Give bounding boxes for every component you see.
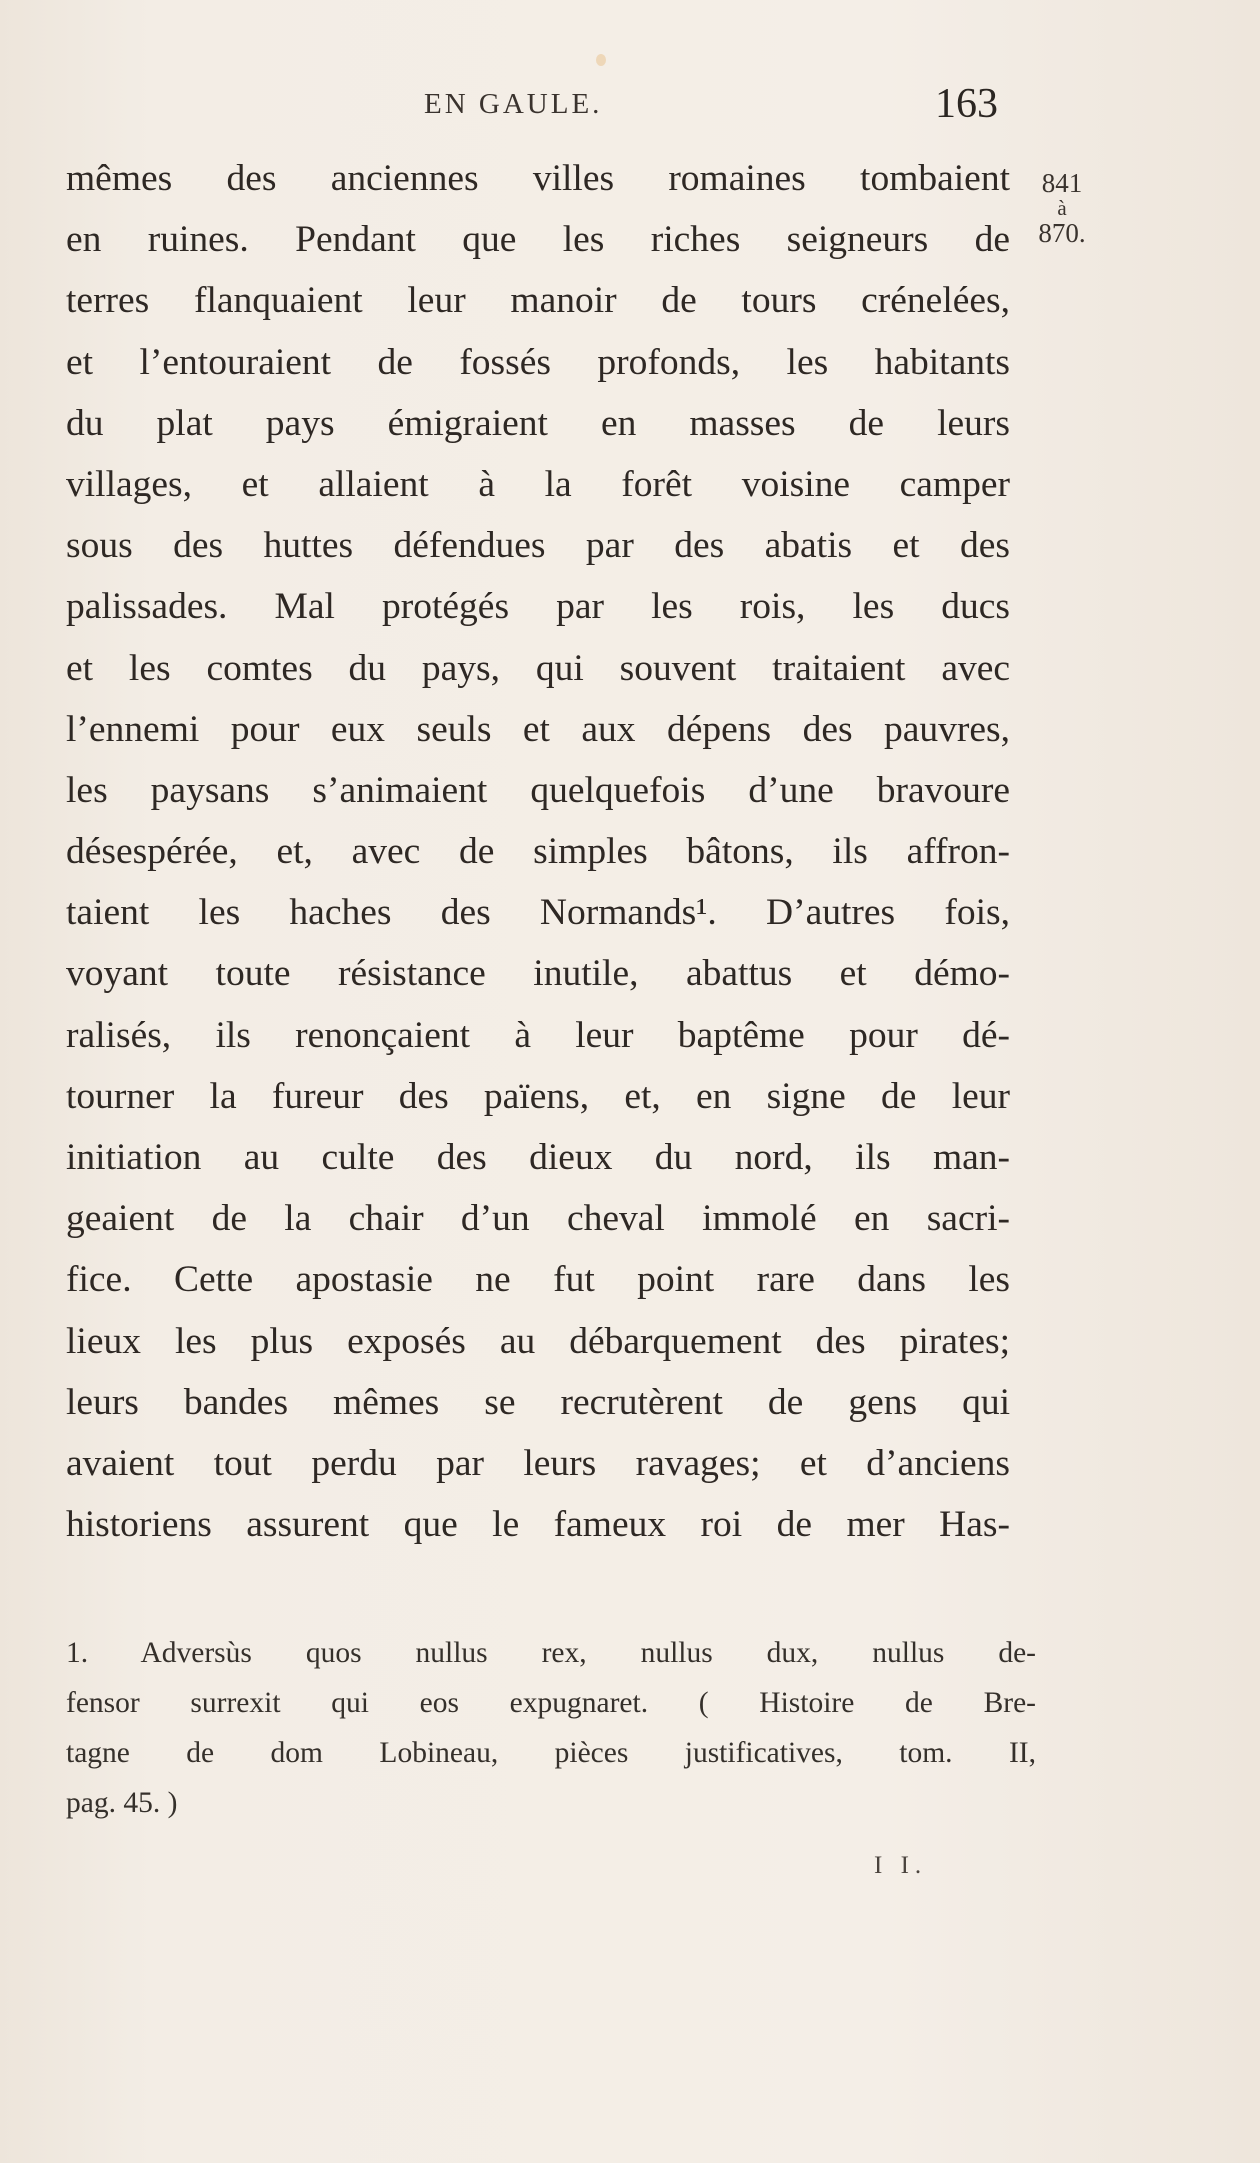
text-line: initiation au culte des dieux du nord, ils man- — [66, 1137, 1010, 1178]
text-line: geaient de la chair d’un cheval immolé en sacri- — [66, 1198, 1010, 1240]
margin-date-start: 841 — [1041, 168, 1083, 198]
text-line: mêmes des anciennes villes romaines tombaient — [66, 158, 1010, 199]
text-line: désespérée, et, avec de simples bâtons, ils affron- — [66, 831, 1010, 873]
text-line: les paysans s’animaient quelquefois d’une bravoure — [66, 769, 1010, 811]
footnote-line: tagne de dom Lobineau, pièces justificatives, tom. II, — [66, 1737, 1036, 1769]
text-line: villages, et allaient à la forêt voisine camper — [66, 463, 1010, 505]
margin-date-connector: à — [1057, 196, 1067, 220]
footnote-line: pag. 45. ) — [66, 1787, 178, 1819]
text-line: taient les haches des Normands¹. D’autres fois, — [66, 892, 1010, 934]
text-line: lieux les plus exposés au débarquement des pirates; — [66, 1320, 1010, 1362]
text-line: ralisés, ils renonçaient à leur baptême pour dé- — [66, 1014, 1010, 1056]
footnote-line: 1. Adversùs quos nullus rex, nullus dux, nullus de- — [66, 1637, 1036, 1669]
text-line: l’ennemi pour eux seuls et aux dépens des pauvres, — [66, 708, 1010, 750]
text-line: palissades. Mal protégés par les rois, les ducs — [66, 586, 1010, 628]
footnote-line: fensor surrexit qui eos expugnaret. ( Histoire de Bre- — [66, 1687, 1036, 1719]
text-line: terres flanquaient leur manoir de tours crénelées, — [66, 280, 1010, 322]
page-number: 163 — [935, 81, 998, 127]
paper-speck — [596, 54, 606, 66]
text-line: en ruines. Pendant que les riches seigneurs de — [66, 219, 1010, 261]
text-line: fice. Cette apostasie ne fut point rare dans les — [66, 1259, 1010, 1301]
text-line: historiens assurent que le fameux roi de mer Has- — [66, 1504, 1010, 1546]
signature-mark: I I. — [874, 1852, 928, 1879]
text-line: tourner la fureur des païens, et, en signe de leur — [66, 1075, 1010, 1117]
text-line: et l’entouraient de fossés profonds, les habitants — [66, 341, 1010, 383]
text-line: avaient tout perdu par leurs ravages; et d’anciens — [66, 1442, 1010, 1484]
text-line: leurs bandes mêmes se recrutèrent de gens qui — [66, 1381, 1010, 1423]
text-line: et les comtes du pays, qui souvent traitaient avec — [66, 647, 1010, 689]
text-line: du plat pays émigraient en masses de leurs — [66, 402, 1010, 444]
body-text — [66, 148, 1010, 1555]
margin-date-range — [1032, 168, 1092, 248]
running-title: EN GAULE. — [424, 88, 603, 120]
text-line: voyant toute résistance inutile, abattus et démo- — [66, 953, 1010, 995]
running-head — [66, 80, 1006, 130]
footnote — [66, 1628, 1036, 1828]
margin-date-end: 870. — [1038, 218, 1086, 248]
text-line: sous des huttes défendues par des abatis et des — [66, 525, 1010, 567]
